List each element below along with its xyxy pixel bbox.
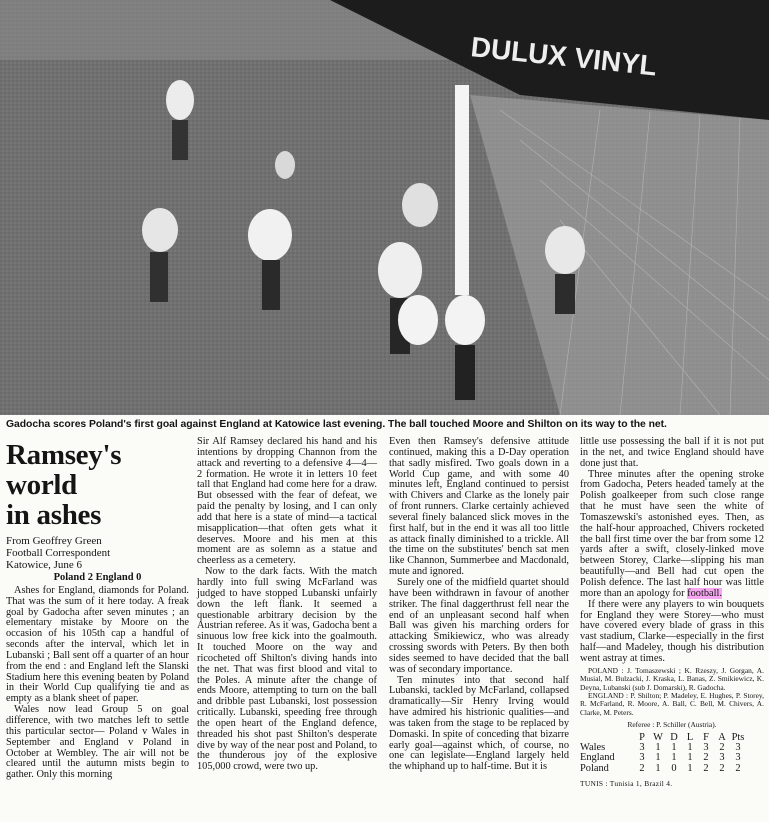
table-header-cell: D (670, 732, 678, 743)
article-text: Three minutes after the opening stroke from Gadocha, Peters headed tamely at the Polish goalkeeper from such close range that he must have seen the white of Tomaszewski's astonished eyes. Then, as the half-hour approached, Chivers rocketed the ball first time over the bar from some 12 yards after a swift, closely-linked move between Storey, Clarke—slipping his man beautifully—and Bell had cut open the Polish defence. The last half hour was little more than an apology for (580, 468, 764, 599)
article-paragraph: Now to the dark facts. With the match hardly into full swing McFarland was judged to have stopped Lubanski unfairly down the left flank. It seemed a questionable arbitrary decision by the Austrian referee. As it was, Gadocha bent a sinuous low free kick into the goalmouth. It touched Moore on the way and ricocheted off Shilton's diving hands into the net. That was first blood and vital to the Poles. A minute after the change of ends Moore, attempting to turn on the ball and dribble past Lubanski, lost possession critically. Lubanski, speeding free through the open heart of the England defence, threaded his shot past Shilton's desperate dive by way of the near post and Poland, to the thunderous joy of the explosive 105,000 crowd, were two up. (197, 566, 377, 773)
article-paragraph: little use possessing the ball if it is not put in the net, and twice England should have done just that. (580, 436, 764, 469)
headline-line: in ashes (6, 499, 102, 531)
article-column-3 (389, 437, 569, 773)
table-cell: 1 (687, 752, 693, 764)
article-paragraph: Ten minutes into that second half Lubanski, tackled by McFarland, collapsed dramatically—Sir Henry Irving would have admired his histrionic qualities—and was taken from the stage to be replaced by Domaski. In spite of conceding that bizarre early goal—against which, of course, no one can legislate—England largely held the whiphand up to half-time. But it is (389, 674, 569, 773)
article-paragraph: Ashes for England, diamonds for Poland. That was the sum of it here today. A freak goal by Gadocha after seven minutes ; an elementary mistake by Moore on the occasion of his 105th cap a handful of seconds after the interval, which let in Lubanski ; Ball sent off a quarter of an hour from the end : and England left the Slanski Stadium here this evening beaten by Poland in their World Cup qualifying tie and as empty as a blank sheet of paper. (6, 584, 189, 705)
table-cell: 3 (639, 752, 645, 764)
table-cell: 1 (671, 752, 677, 764)
match-score: Poland 2 England 0 (53, 572, 142, 583)
table-header-cell: F (703, 732, 709, 743)
table-cell: 2 (703, 762, 709, 774)
table-cell: 2 (719, 742, 725, 754)
table-cell: Wales (580, 742, 606, 754)
article-paragraph: Surely one of the midfield quartet should have been withdrawn in favour of another striker. The final daggerthrust fell near the end of an unpleasant second half when Ball was given his marching orders for attacking Smikiewicz, who was already crossing swords with Peters. By then both sides seemed to have decided that the ball was of secondary importance. (389, 576, 569, 675)
table-cell: 3 (639, 742, 645, 754)
article-column-1 (6, 437, 189, 781)
table-row (580, 764, 746, 774)
article-paragraph (580, 470, 764, 600)
table-cell: 1 (687, 742, 693, 754)
byline-dateline: Katowice, June 6 (6, 559, 83, 571)
table-header-cell: Pts (731, 732, 745, 743)
table-cell: 2 (735, 762, 741, 774)
article-paragraph: Sir Alf Ramsey declared his hand and his intentions by dropping Channon from the attack and reverting to a defensive 4—4—2 formation. He wrote it in letters 10 feet tall that England had come here for a draw. But obsessed with the fear of defeat, we paid the penalty by losing, and I can only add that here is a state of mind—a tactical misapplication—that often gets what it deserves. Moore and his men at this moment are as solemn as a statue and cheerless as a cemetery. (197, 436, 377, 567)
table-cell: 3 (735, 742, 741, 754)
other-result: TUNIS : Tunisia 1, Brazil 4. (580, 778, 673, 788)
table-cell: 1 (655, 742, 661, 754)
table-cell: 2 (703, 752, 709, 764)
table-cell: 3 (735, 752, 741, 764)
headline (6, 440, 189, 530)
table-cell: Poland (580, 762, 609, 774)
article-paragraph: If there were any players to win bouquets for England they were Storey—who must have covered every blade of grass in this vast stadium, Clarke—especially in the first half—and Madeley, though his distribution went astray at times. (580, 598, 764, 664)
table-cell: 1 (687, 762, 693, 774)
photo-caption: Gadocha scores Poland's first goal against England at Katowice last evening. The ball touched Moore and Shilton on its way to the net. (6, 419, 667, 430)
england-lineup: ENGLAND : P. Shilton; P. Madeley, E. Hughes, P. Storey, R. McFarland, R. Moore, A. Ball, C. Bell, M. Chivers, A. Clarke, M. Peters. (580, 690, 764, 717)
article-paragraph: Even then Ramsey's defensive attitude continued, making this a D-Day operation that sadly misfired. Two goals down in a World Cup game, and with some 40 minutes left, England continued to persist with Chivers and Clarke as the lonely pair of front runners. Clarke certainly achieved several finely balanced slick moves in the first half, but in the end it was all too little as attack finally diminished to a trickle. All the time on the substitutes' bench sat men like Channon, Summerbee and Macdonald, mute and ignored. (389, 436, 569, 578)
table-header-cell: L (686, 732, 694, 743)
byline (6, 535, 189, 571)
table-cell: 3 (703, 742, 709, 754)
banner-text: DULUX VINYL (469, 31, 659, 82)
table-cell: 3 (719, 752, 725, 764)
article-column-4 (580, 437, 764, 790)
table-cell: 2 (639, 762, 645, 774)
referee-line: Referee : P. Schiller (Austria). (627, 720, 717, 730)
highlighted-word: football. (687, 587, 722, 599)
group-table (580, 733, 746, 774)
table-cell: England (580, 752, 615, 764)
poland-lineup: POLAND : J. Tomaszewski ; K. Rzeszy, J. Gorgan, A. Musial, M. Bulzacki, J. Kraska, L. Banas, Z. Smikiewicz, K. Deyna, Lubanski (sub J. Domarski), R. Gadocha. (580, 665, 764, 692)
headline-line: Ramsey's (6, 439, 122, 471)
team-lineups (580, 667, 764, 717)
table-cell: 1 (655, 752, 661, 764)
byline-author: From Geoffrey Green (6, 535, 102, 547)
headline-line: world (6, 469, 78, 501)
table-header-cell: A (718, 732, 726, 743)
table-header-cell: P (639, 732, 645, 743)
table-cell: 1 (671, 742, 677, 754)
table-header-cell: W (653, 732, 663, 743)
table-cell: 1 (655, 762, 661, 774)
article-paragraph: Wales now lead Group 5 on goal difference, with two matches left to settle this particular sector— Poland v Wales in September and England v Poland in October at Wembley. The air will not be cleared until the autumn mists begin to gather. Only this morning (6, 704, 189, 781)
table-cell: 0 (671, 762, 677, 774)
byline-title: Football Correspondent (6, 547, 111, 559)
article-column-2 (197, 437, 377, 773)
table-cell: 2 (719, 762, 725, 774)
